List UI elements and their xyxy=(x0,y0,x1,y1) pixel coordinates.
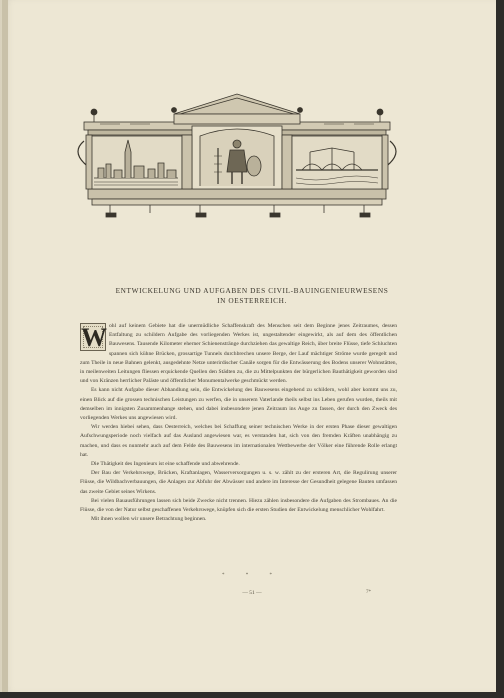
article-title-line-2: IN OESTERREICH. xyxy=(217,296,287,305)
signature-mark: 7* xyxy=(366,590,371,595)
paragraph-5: Der Bau der Verkehrswege, Brücken, Kraftanlagen, Wasserversorgungen u. s. w. zählt zu der ersteren Art, die Regulirung unserer Flüsse, die Wildbachverbauungen, die Anlagen zur Abfuhr der Abwässer und andere im Interesse der Gesundheit gelegene Bauten umfassen das zweite Gebiet seines Wirkens. xyxy=(80,470,397,495)
paragraph-2: Es kann nicht Aufgabe dieser Abhandlung sein, die Entwickelung des Bauwesens eingehend zu schildern, wohl aber kommt uns zu, einen Blick auf die grossen technischen Leistungen zu werfen, die in unserem Vaterlande theils selbst ins Leben gerufen wurden, theils mit demselben im innigsten Zusammenhange stehen, und dabei insbesondere jenen Zeitraum ins Auge zu fassen, der durch den Zweck des vorliegenden Werkes uns angewiesen wird. xyxy=(80,387,397,422)
paragraph-4: Die Thätigkeit des Ingenieurs ist eine schaffende und abwehrende. xyxy=(91,461,240,468)
paragraph-7: Mit ihnen wollen wir unsere Betrachtung beginnen. xyxy=(91,516,207,523)
page-number: — 51 — xyxy=(242,590,262,596)
paragraph-3: Wir werden hiebei sehen, dass Oesterreich, welches bei Schaffung seiner technischen Werke in der ersten Phase dieser gewaltigen Aufschwungsperiode noch vielfach auf das Ausland angewiesen war, es verstanden hat, sich von den fremden Kräften unabhängig zu machen, und dass es nunmehr auch auf dem Felde des Bauwesens im internationalen Wettbewerbe der Völker eine führende Rolle erlangt hat. xyxy=(80,424,397,458)
header-illustration xyxy=(70,86,404,220)
paragraph-6: Bei vielen Bauausführungen lassen sich beide Zwecke nicht trennen. Hiezu zählen insbesondere die Aufgaben des Strombaues. An die Flüsse, die von der Natur selbst geschaffenen Verkehrswege, knüpfen sich die ersten Studien der Entwickelung menschlicher Wohlfahrt. xyxy=(80,497,397,514)
dropcap-initial: W xyxy=(81,323,107,352)
binding-shadow xyxy=(2,0,8,692)
article-body xyxy=(80,322,397,524)
paragraph-1: W ohl auf keinem Gebiete hat die unermüdliche Schaffenskraft des Menschen seit dem Beginne jenes Zeitraumes, dessen Entfaltung zu schildern Aufgabe des vorliegenden Werkes ist, ungestaltender eingewirkt, als auf dem des öffentlichen Bauwesens. Tausende Kilometer eherner Schienenstränge durchziehen das gewaltige Reich, über breite Flüsse, tiefe Schluchten spannen sich kühne Brücken, grossartige Tunnels durchbrechen unsere Berge, der Lauf mächtiger Ströme wurde geregelt und zum Theile in neue Bahnen gelenkt, ausgedehnte Netze unterirdischer Canäle sorgen für die Entwässerung des Bodens unserer Wohnstätten, in meilenweiten Leitungen fliessen erquickende Quellen den Städten zu, die zu Mittelpunkten der bürgerlichen Bauthätigkeit geworden sind und von Kränzen herrlicher Paläste und öffentlicher Monumentalwerke geschmückt werden. xyxy=(80,323,397,385)
article-title-line-1: ENTWICKELUNG UND AUFGABEN DES CIVIL-BAUINGENIEURWESENS xyxy=(115,286,389,295)
printer-marks: * * * xyxy=(222,573,282,578)
scan-border-bottom xyxy=(0,692,504,698)
